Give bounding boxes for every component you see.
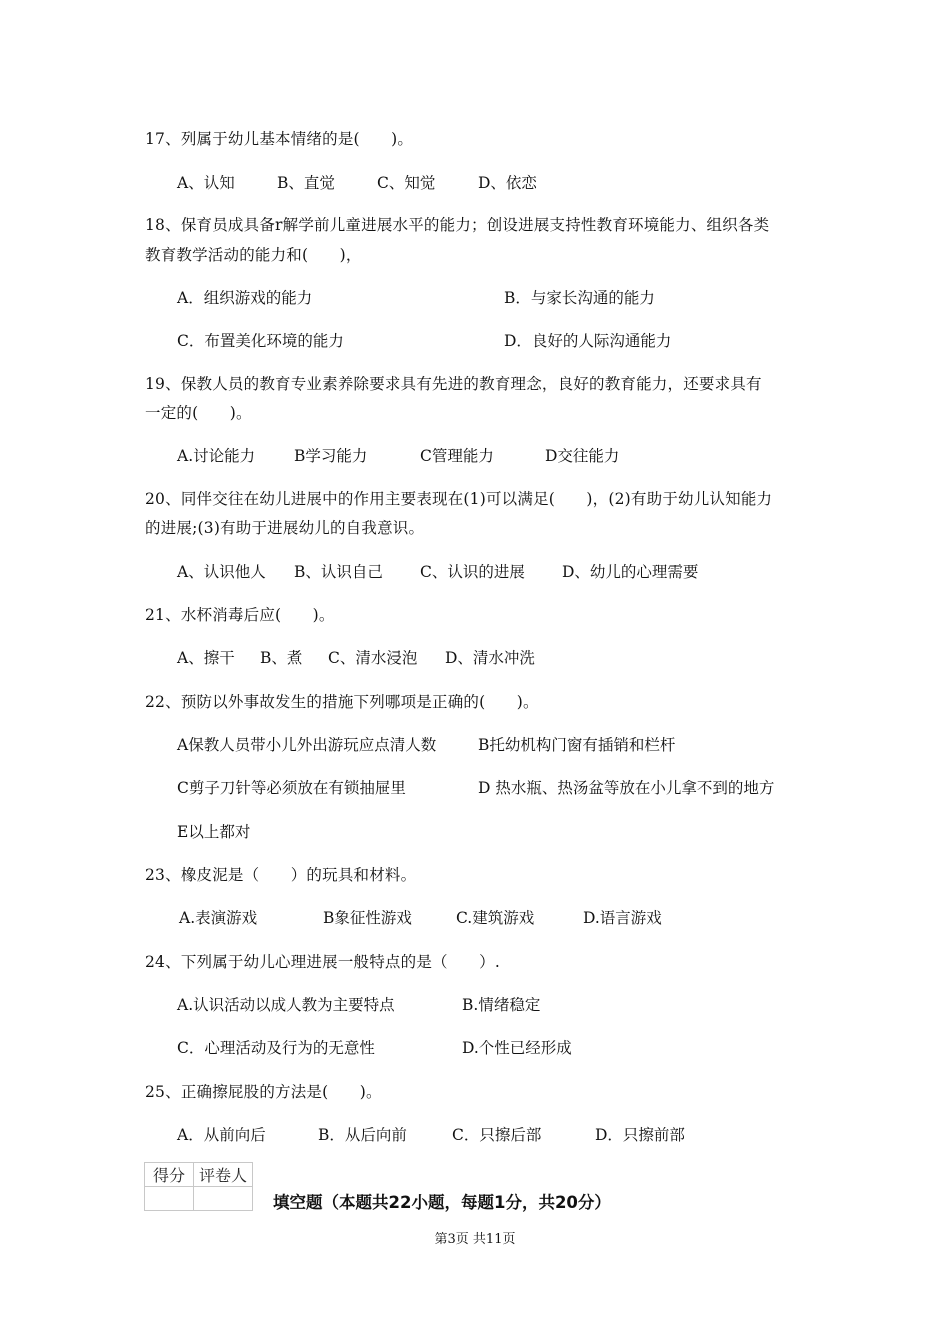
question-25-option-c: C．只擦后部 — [452, 1126, 542, 1144]
question-25-stem: 25、正确擦屁股的方法是( )。 — [145, 1083, 382, 1101]
question-18-option-a: A．组织游戏的能力 — [177, 289, 313, 307]
grader-cell — [194, 1187, 253, 1211]
question-22-stem: 22、预防以外事故发生的措施下列哪项是正确的( )。 — [145, 693, 539, 711]
question-24-option-b: B.情绪稳定 — [462, 996, 541, 1014]
question-17-option-d: D、依恋 — [478, 174, 537, 192]
question-21-option-a: A、擦干 — [177, 649, 235, 667]
question-23-option-a: A.表演游戏 — [179, 909, 258, 927]
question-19-option-b: B学习能力 — [294, 447, 368, 465]
question-22-option-a: A保教人员带小儿外出游玩应点清人数 — [177, 736, 437, 754]
question-24-option-d: D.个性已经形成 — [462, 1039, 572, 1057]
question-25-option-b: B．从后向前 — [318, 1126, 407, 1144]
question-22-option-d: D 热水瓶、热汤盆等放在小儿拿不到的地方 — [478, 779, 775, 797]
question-24-option-c: C．心理活动及行为的无意性 — [177, 1039, 375, 1057]
page-footer: 第3页 共11页 — [434, 1232, 516, 1247]
question-20-stem-line-2: 的进展;(3)有助于进展幼儿的自我意识。 — [145, 519, 425, 537]
question-19-option-a: A.讨论能力 — [177, 447, 256, 465]
score-label: 得分 — [145, 1163, 194, 1187]
question-18-option-b: B．与家长沟通的能力 — [504, 289, 655, 307]
question-18-option-c: C．布置美化环境的能力 — [177, 332, 344, 350]
question-17-stem: 17、列属于幼儿基本情绪的是( )。 — [145, 130, 414, 148]
question-21-stem: 21、水杯消毒后应( )。 — [145, 606, 335, 624]
question-20-option-a: A、认识他人 — [177, 563, 266, 581]
question-24-stem: 24、下列属于幼儿心理进展一般特点的是（ ）. — [145, 953, 500, 971]
question-18-stem-line-1: 18、保育员成具备r解学前儿童进展水平的能力；创设进展支持性教育环境能力、组织各类 — [145, 216, 770, 234]
question-24-option-a: A.认识活动以成人教为主要特点 — [177, 996, 395, 1014]
grader-label: 评卷人 — [194, 1163, 253, 1187]
score-box — [144, 1162, 253, 1211]
question-22-option-e: E以上都对 — [177, 823, 251, 841]
question-23-stem: 23、橡皮泥是（ ）的玩具和材料。 — [145, 866, 417, 884]
question-18-stem-line-2: 教育教学活动的能力和( )， — [145, 246, 362, 264]
question-19-option-c: C管理能力 — [420, 447, 494, 465]
question-19-stem-line-2: 一定的( )。 — [145, 404, 252, 422]
section-title: 填空题（本题共22小题，每题1分，共20分） — [273, 1193, 611, 1212]
question-20-option-c: C、认识的进展 — [420, 563, 525, 581]
question-18-option-d: D．良好的人际沟通能力 — [504, 332, 672, 350]
question-20-option-d: D、幼儿的心理需要 — [562, 563, 699, 581]
question-25-option-a: A．从前向后 — [177, 1126, 266, 1144]
score-cell — [145, 1187, 194, 1211]
question-21-option-c: C、清水浸泡 — [328, 649, 418, 667]
question-21-option-d: D、清水冲洗 — [445, 649, 535, 667]
question-20-option-b: B、认识自己 — [294, 563, 383, 581]
question-25-option-d: D．只擦前部 — [595, 1126, 685, 1144]
question-17-option-c: C、知觉 — [377, 174, 436, 192]
question-20-stem-line-1: 20、同伴交往在幼儿进展中的作用主要表现在(1)可以满足( )，(2)有助于幼儿认知能力 — [145, 490, 773, 508]
question-17-option-b: B、直觉 — [277, 174, 335, 192]
question-21-option-b: B、煮 — [260, 649, 303, 667]
question-23-option-c: C.建筑游戏 — [456, 909, 535, 927]
question-17-option-a: A、认知 — [177, 174, 235, 192]
question-23-option-b: B象征性游戏 — [323, 909, 412, 927]
question-22-option-b: B托幼机构门窗有插销和栏杆 — [478, 736, 676, 754]
question-19-option-d: D交往能力 — [545, 447, 620, 465]
question-23-option-d: D.语言游戏 — [583, 909, 662, 927]
question-22-option-c: C剪子刀针等必须放在有锁抽屉里 — [177, 779, 406, 797]
question-19-stem-line-1: 19、保教人员的教育专业素养除要求具有先进的教育理念，良好的教育能力，还要求具有 — [145, 375, 762, 393]
